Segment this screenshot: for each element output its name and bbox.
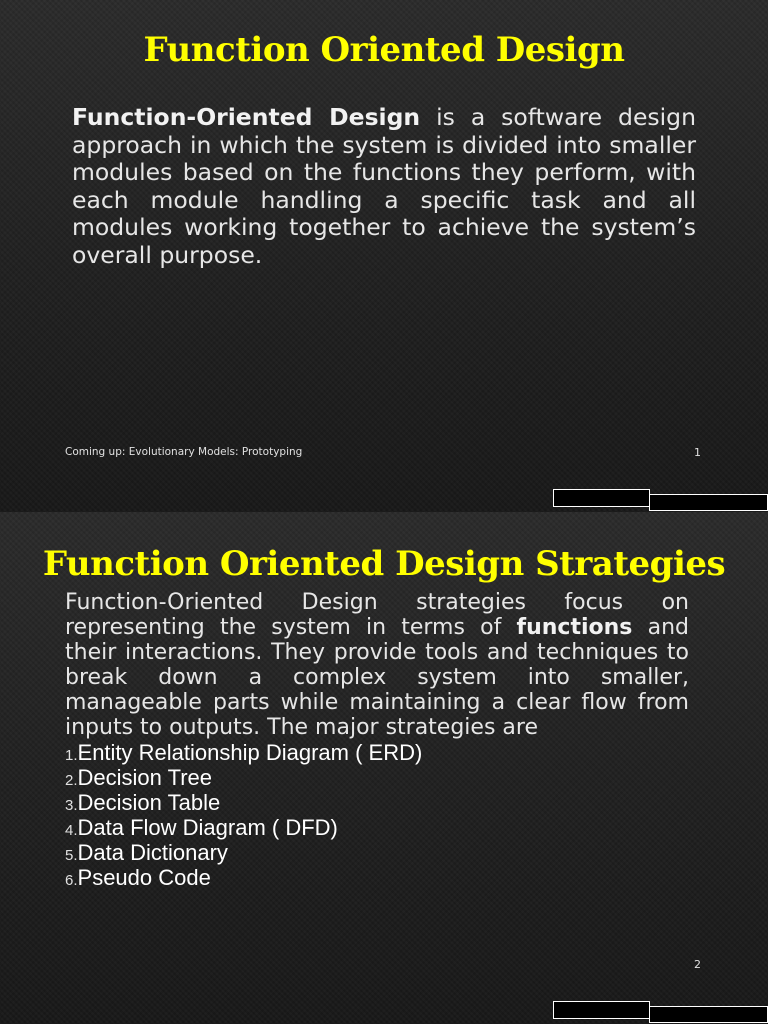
strategies-list: [65, 740, 422, 890]
page-number: 1: [694, 446, 701, 459]
list-item: [65, 815, 422, 840]
decorative-bar: [553, 489, 650, 507]
slide-footer: Coming up: Evolutionary Models: Prototyping: [65, 446, 303, 458]
slide-2: [0, 512, 768, 1024]
page-number: 2: [694, 958, 701, 971]
slide-title: Function Oriented Design: [143, 30, 625, 70]
list-item-number: 4.: [65, 822, 78, 839]
list-item-label: Decision Table: [77, 790, 221, 815]
list-item-label: Entity Relationship Diagram ( ERD): [77, 740, 423, 765]
list-item-number: 6.: [65, 872, 78, 889]
body-text-pre: Function-Oriented Design strategies focus on representing the system in terms of: [65, 590, 689, 640]
list-item-number: 5.: [65, 847, 78, 864]
list-item-number: 3.: [65, 797, 78, 814]
slide-body-text: [65, 590, 689, 740]
list-item-label: Decision Tree: [77, 765, 213, 790]
list-item: [65, 840, 422, 865]
list-item-number: 1.: [65, 747, 78, 764]
body-bold-term: functions: [516, 615, 633, 640]
decorative-bar: [649, 494, 768, 511]
list-item: [65, 765, 422, 790]
decorative-bar: [553, 1001, 650, 1019]
body-bold-term: Function-Oriented Design: [72, 103, 421, 131]
slide-body-text: [72, 104, 696, 270]
decorative-bar: [649, 1006, 768, 1023]
body-text-rest: is a software design approach in which the system is divided into smaller modules based on the functions they perform, with each module handling a specific task and all modules working together to achieve the system’s overall purpose.: [72, 103, 696, 269]
list-item-label: Pseudo Code: [77, 865, 211, 890]
list-item: [65, 865, 422, 890]
body-text-post: and their interactions. They provide tools and techniques to break down a complex system into smaller, manageable parts while maintaining a clear flow from inputs to outputs. The major strategies are: [65, 615, 689, 740]
list-item-number: 2.: [65, 772, 78, 789]
list-item: [65, 740, 422, 765]
list-item-label: Data Dictionary: [77, 840, 228, 865]
list-item: [65, 790, 422, 815]
list-item-label: Data Flow Diagram ( DFD): [77, 815, 338, 840]
slide-title: Function Oriented Design Strategies: [42, 544, 726, 584]
